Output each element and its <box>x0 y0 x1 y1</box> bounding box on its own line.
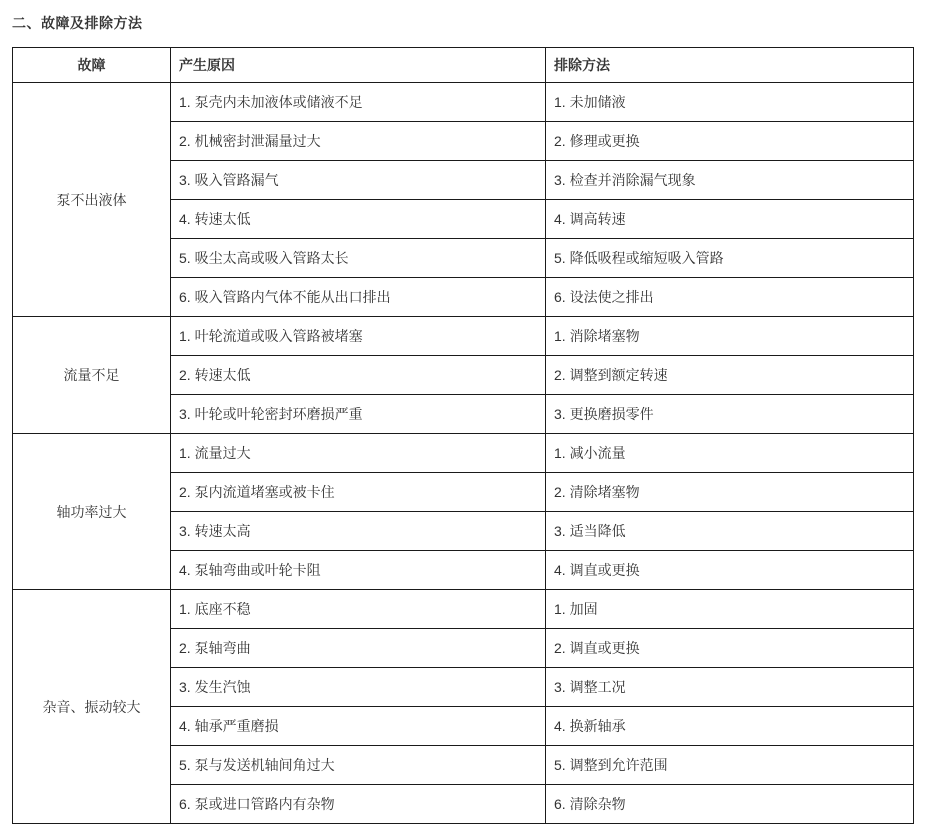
solution-cell: 1. 消除堵塞物 <box>546 317 914 356</box>
solution-cell: 1. 减小流量 <box>546 434 914 473</box>
table-row <box>13 434 914 473</box>
fault-cell: 流量不足 <box>13 317 171 434</box>
cause-cell: 2. 泵轴弯曲 <box>171 629 546 668</box>
cause-cell: 3. 转速太高 <box>171 512 546 551</box>
solution-cell: 2. 调整到额定转速 <box>546 356 914 395</box>
fault-cell: 杂音、振动较大 <box>13 590 171 824</box>
header-fault: 故障 <box>13 48 171 83</box>
cause-cell: 6. 泵或进口管路内有杂物 <box>171 785 546 824</box>
fault-troubleshooting-table <box>12 47 914 824</box>
cause-cell: 1. 底座不稳 <box>171 590 546 629</box>
fault-section-3 <box>13 434 914 590</box>
table-row <box>13 317 914 356</box>
cause-cell: 3. 吸入管路漏气 <box>171 161 546 200</box>
solution-cell: 3. 检查并消除漏气现象 <box>546 161 914 200</box>
fault-section-2 <box>13 317 914 434</box>
solution-cell: 5. 调整到允许范围 <box>546 746 914 785</box>
solution-cell: 3. 更换磨损零件 <box>546 395 914 434</box>
cause-cell: 4. 轴承严重磨损 <box>171 707 546 746</box>
cause-cell: 2. 机械密封泄漏量过大 <box>171 122 546 161</box>
cause-cell: 6. 吸入管路内气体不能从出口排出 <box>171 278 546 317</box>
cause-cell: 1. 泵壳内未加液体或储液不足 <box>171 83 546 122</box>
solution-cell: 4. 换新轴承 <box>546 707 914 746</box>
fault-cell: 轴功率过大 <box>13 434 171 590</box>
header-solution: 排除方法 <box>546 48 914 83</box>
page-title: 二、故障及排除方法 <box>12 15 143 31</box>
table-row <box>13 590 914 629</box>
cause-cell: 1. 叶轮流道或吸入管路被堵塞 <box>171 317 546 356</box>
cause-cell: 3. 发生汽蚀 <box>171 668 546 707</box>
fault-cell: 泵不出液体 <box>13 83 171 317</box>
solution-cell: 2. 修理或更换 <box>546 122 914 161</box>
fault-section-1 <box>13 83 914 317</box>
table-header-row <box>13 48 914 83</box>
cause-cell: 4. 泵轴弯曲或叶轮卡阻 <box>171 551 546 590</box>
fault-section-4 <box>13 590 914 824</box>
solution-cell: 3. 调整工况 <box>546 668 914 707</box>
table-row <box>13 83 914 122</box>
solution-cell: 1. 加固 <box>546 590 914 629</box>
solution-cell: 6. 清除杂物 <box>546 785 914 824</box>
cause-cell: 4. 转速太低 <box>171 200 546 239</box>
cause-cell: 3. 叶轮或叶轮密封环磨损严重 <box>171 395 546 434</box>
cause-cell: 2. 泵内流道堵塞或被卡住 <box>171 473 546 512</box>
solution-cell: 4. 调高转速 <box>546 200 914 239</box>
solution-cell: 4. 调直或更换 <box>546 551 914 590</box>
cause-cell: 2. 转速太低 <box>171 356 546 395</box>
solution-cell: 2. 调直或更换 <box>546 629 914 668</box>
solution-cell: 1. 未加储液 <box>546 83 914 122</box>
cause-cell: 1. 流量过大 <box>171 434 546 473</box>
header-cause: 产生原因 <box>171 48 546 83</box>
solution-cell: 3. 适当降低 <box>546 512 914 551</box>
solution-cell: 6. 设法使之排出 <box>546 278 914 317</box>
cause-cell: 5. 泵与发送机轴间角过大 <box>171 746 546 785</box>
solution-cell: 2. 清除堵塞物 <box>546 473 914 512</box>
cause-cell: 5. 吸尘太高或吸入管路太长 <box>171 239 546 278</box>
solution-cell: 5. 降低吸程或缩短吸入管路 <box>546 239 914 278</box>
